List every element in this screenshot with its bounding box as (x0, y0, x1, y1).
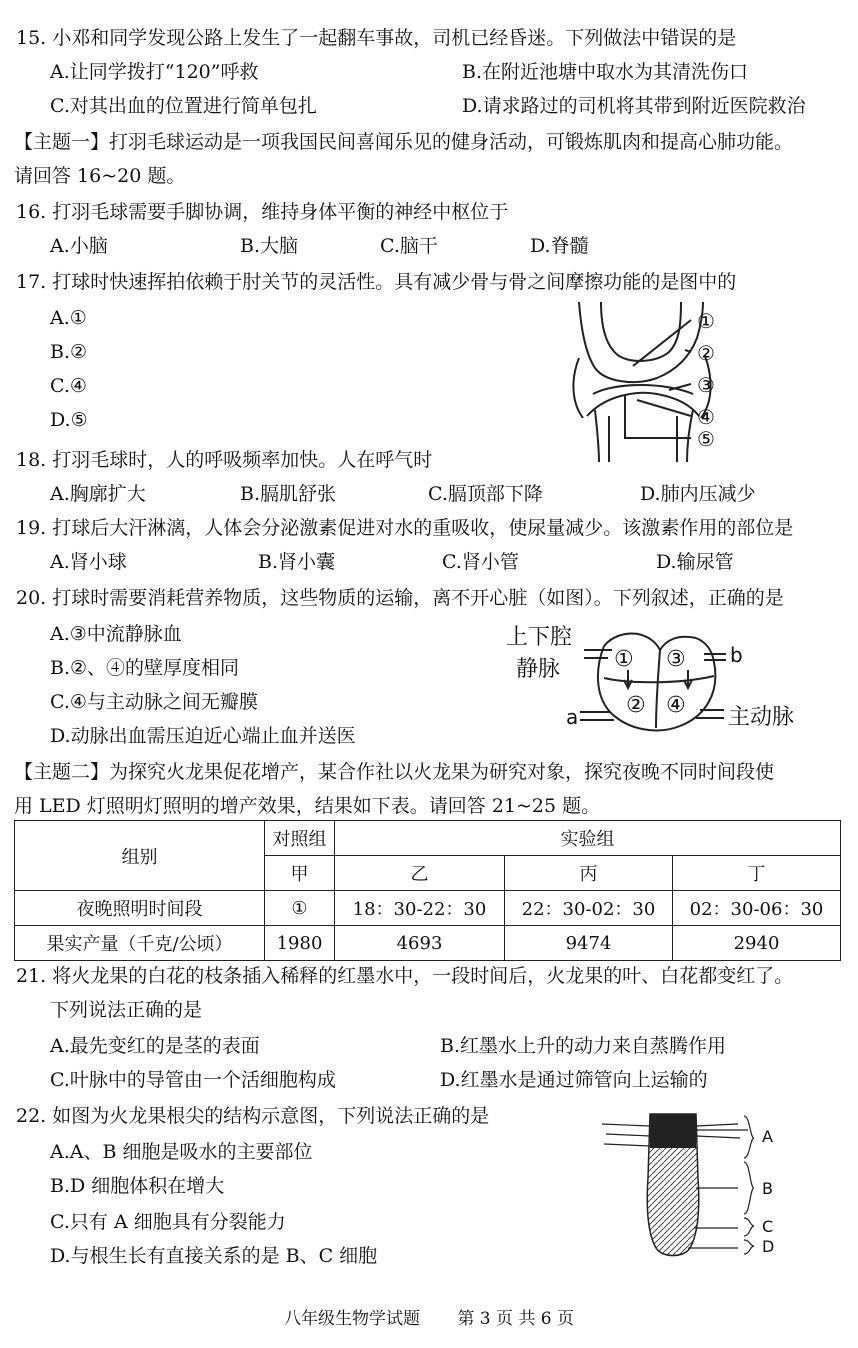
q20-option-d: D.动脉出血需压迫近心端止血并送医 (50, 725, 356, 747)
q17-option-b: B.② (50, 341, 88, 363)
q18-stem: 18. 打羽毛球时，人的呼吸频率加快。人在呼气时 (16, 449, 433, 471)
q15-option-a: A.让同学拨打“120”呼救 (50, 61, 259, 83)
q21-option-b: B.红墨水上升的动力来自蒸腾作用 (440, 1035, 727, 1057)
q18-option-d: D.肺内压减少 (640, 483, 756, 505)
table-row (15, 891, 841, 926)
q18-option-c: C.膈顶部下降 (428, 483, 543, 505)
q21-option-a: A.最先变红的是茎的表面 (50, 1035, 260, 1057)
root-tip-diagram (598, 1108, 798, 1264)
q15-option-d: D.请求路过的司机将其带到附近医院救治 (462, 95, 806, 117)
table-header-group: 组别 (15, 821, 265, 891)
q20-option-a: A.③中流静脉血 (50, 623, 182, 645)
root-label-d: D (762, 1237, 775, 1256)
q22-stem: 22. 如图为火龙果根尖的结构示意图，下列说法正确的是 (16, 1105, 490, 1127)
data-table (14, 820, 841, 961)
heart-diagram (500, 616, 830, 740)
q16-option-b: B.大脑 (240, 235, 299, 257)
table-cell-yield-yi: 4693 (335, 926, 505, 961)
table-cell-period-ding: 02：30-06：30 (673, 891, 841, 926)
heart-label-vena-cava-2: 静脉 (516, 657, 561, 682)
footer-page-number: 第 3 页 共 6 页 (457, 1309, 575, 1329)
table-cell-period-bing: 22：30-02：30 (505, 891, 673, 926)
heart-label-3: ③ (666, 647, 686, 672)
heart-label-aorta: 主动脉 (728, 705, 795, 730)
q22-option-b: B.D 细胞体积在增大 (50, 1175, 225, 1197)
table-header-control: 对照组 (265, 821, 335, 856)
heart-label-vena-cava-1: 上下腔 (506, 625, 573, 650)
theme2-line1: 【主题二】为探究火龙果促花增产，某合作社以火龙果为研究对象，探究夜晚不同时间段使 (14, 761, 775, 783)
heart-label-1: ① (614, 647, 634, 672)
q17-option-d: D.⑤ (50, 409, 88, 431)
q21-option-c: C.叶脉中的导管由一个活细胞构成 (50, 1069, 336, 1091)
table-cell-yield-bing: 9474 (505, 926, 673, 961)
q16-option-a: A.小脑 (50, 235, 108, 257)
theme1-line1: 【主题一】打羽毛球运动是一项我国民间喜闻乐见的健身活动，可锻炼肌肉和提高心肺功能。 (14, 131, 794, 153)
q19-option-c: C.肾小管 (442, 551, 519, 573)
footer-subject: 八年级生物学试题 (283, 1309, 420, 1329)
table-cell-yield-ding: 2940 (673, 926, 841, 961)
q19-option-b: B.肾小囊 (258, 551, 336, 573)
q16-option-c: C.脑干 (380, 235, 438, 257)
joint-label-2: ② (697, 341, 715, 365)
q20-stem: 20. 打球时需要消耗营养物质，这些物质的运输，离不开心脏（如图）。下列叙述，正确的是 (16, 587, 784, 609)
table-cell-period-label: 夜晚照明时间段 (15, 891, 265, 926)
table-cell-yield-jia: 1980 (265, 926, 335, 961)
root-label-b: B (762, 1179, 773, 1198)
table-cell-yield-label: 果实产量（千克/公顷） (15, 926, 265, 961)
q17-option-c: C.④ (50, 375, 87, 397)
q16-stem: 16. 打羽毛球需要手脚协调，维持身体平衡的神经中枢位于 (16, 201, 509, 223)
q15-stem: 15. 小邓和同学发现公路上发生了一起翻车事故，司机已经昏迷。下列做法中错误的是 (16, 27, 737, 49)
heart-label-2: ② (626, 693, 646, 718)
theme1-line2: 请回答 16~20 题。 (14, 165, 186, 187)
joint-label-3: ③ (697, 373, 715, 397)
table-cell-period-yi: 18：30-22：30 (335, 891, 505, 926)
table-cell-yi: 乙 (335, 856, 505, 891)
q22-option-d: D.与根生长有直接关系的是 B、C 细胞 (50, 1245, 378, 1267)
root-label-a: A (762, 1127, 773, 1146)
table-cell-ding: 丁 (673, 856, 841, 891)
table-header-experiment: 实验组 (335, 821, 841, 856)
q19-option-d: D.输尿管 (656, 551, 734, 573)
table-cell-bing: 丙 (505, 856, 673, 891)
joint-diagram (565, 298, 750, 464)
table-cell-jia: 甲 (265, 856, 335, 891)
heart-label-a: a (566, 705, 579, 729)
q17-option-a: A.① (50, 307, 87, 329)
q15-option-b: B.在附近池塘中取水为其清洗伤口 (462, 61, 749, 83)
joint-label-5: ⑤ (697, 427, 715, 451)
table-row (15, 821, 841, 856)
q21-stem-line1: 21. 将火龙果的白花的枝条插入稀释的红墨水中，一段时间后，火龙果的叶、白花都变红了。 (16, 965, 794, 987)
q20-option-b: B.②、④的壁厚度相同 (50, 657, 240, 679)
table-cell-period-jia: ① (265, 891, 335, 926)
q22-option-a: A.A、B 细胞是吸水的主要部位 (50, 1141, 313, 1163)
q15-option-c: C.对其出血的位置进行简单包扎 (50, 95, 317, 117)
q18-option-b: B.膈肌舒张 (240, 483, 337, 505)
heart-label-4: ④ (666, 693, 686, 718)
q16-option-d: D.脊髓 (530, 235, 589, 257)
heart-label-b: b (730, 643, 743, 667)
q17-stem: 17. 打球时快速挥拍依赖于肘关节的灵活性。具有减少骨与骨之间摩擦功能的是图中的 (16, 271, 737, 293)
q19-stem: 19. 打球后大汗淋漓，人体会分泌激素促进对水的重吸收，使尿量减少。该激素作用的部位是 (16, 517, 794, 539)
theme2-line2: 用 LED 灯照明灯照明的增产效果，结果如下表。请回答 21~25 题。 (14, 795, 601, 817)
root-label-c: C (762, 1217, 774, 1236)
q22-option-c: C.只有 A 细胞具有分裂能力 (50, 1211, 286, 1233)
joint-label-4: ④ (697, 405, 715, 429)
q21-stem-line2: 下列说法正确的是 (50, 999, 203, 1021)
q19-option-a: A.肾小球 (50, 551, 127, 573)
q20-option-c: C.④与主动脉之间无瓣膜 (50, 691, 258, 713)
joint-label-1: ① (697, 309, 715, 333)
q18-option-a: A.胸廓扩大 (50, 483, 146, 505)
table-row (15, 926, 841, 961)
page-footer (0, 1304, 858, 1329)
q21-option-d: D.红墨水是通过筛管向上运输的 (440, 1069, 708, 1091)
